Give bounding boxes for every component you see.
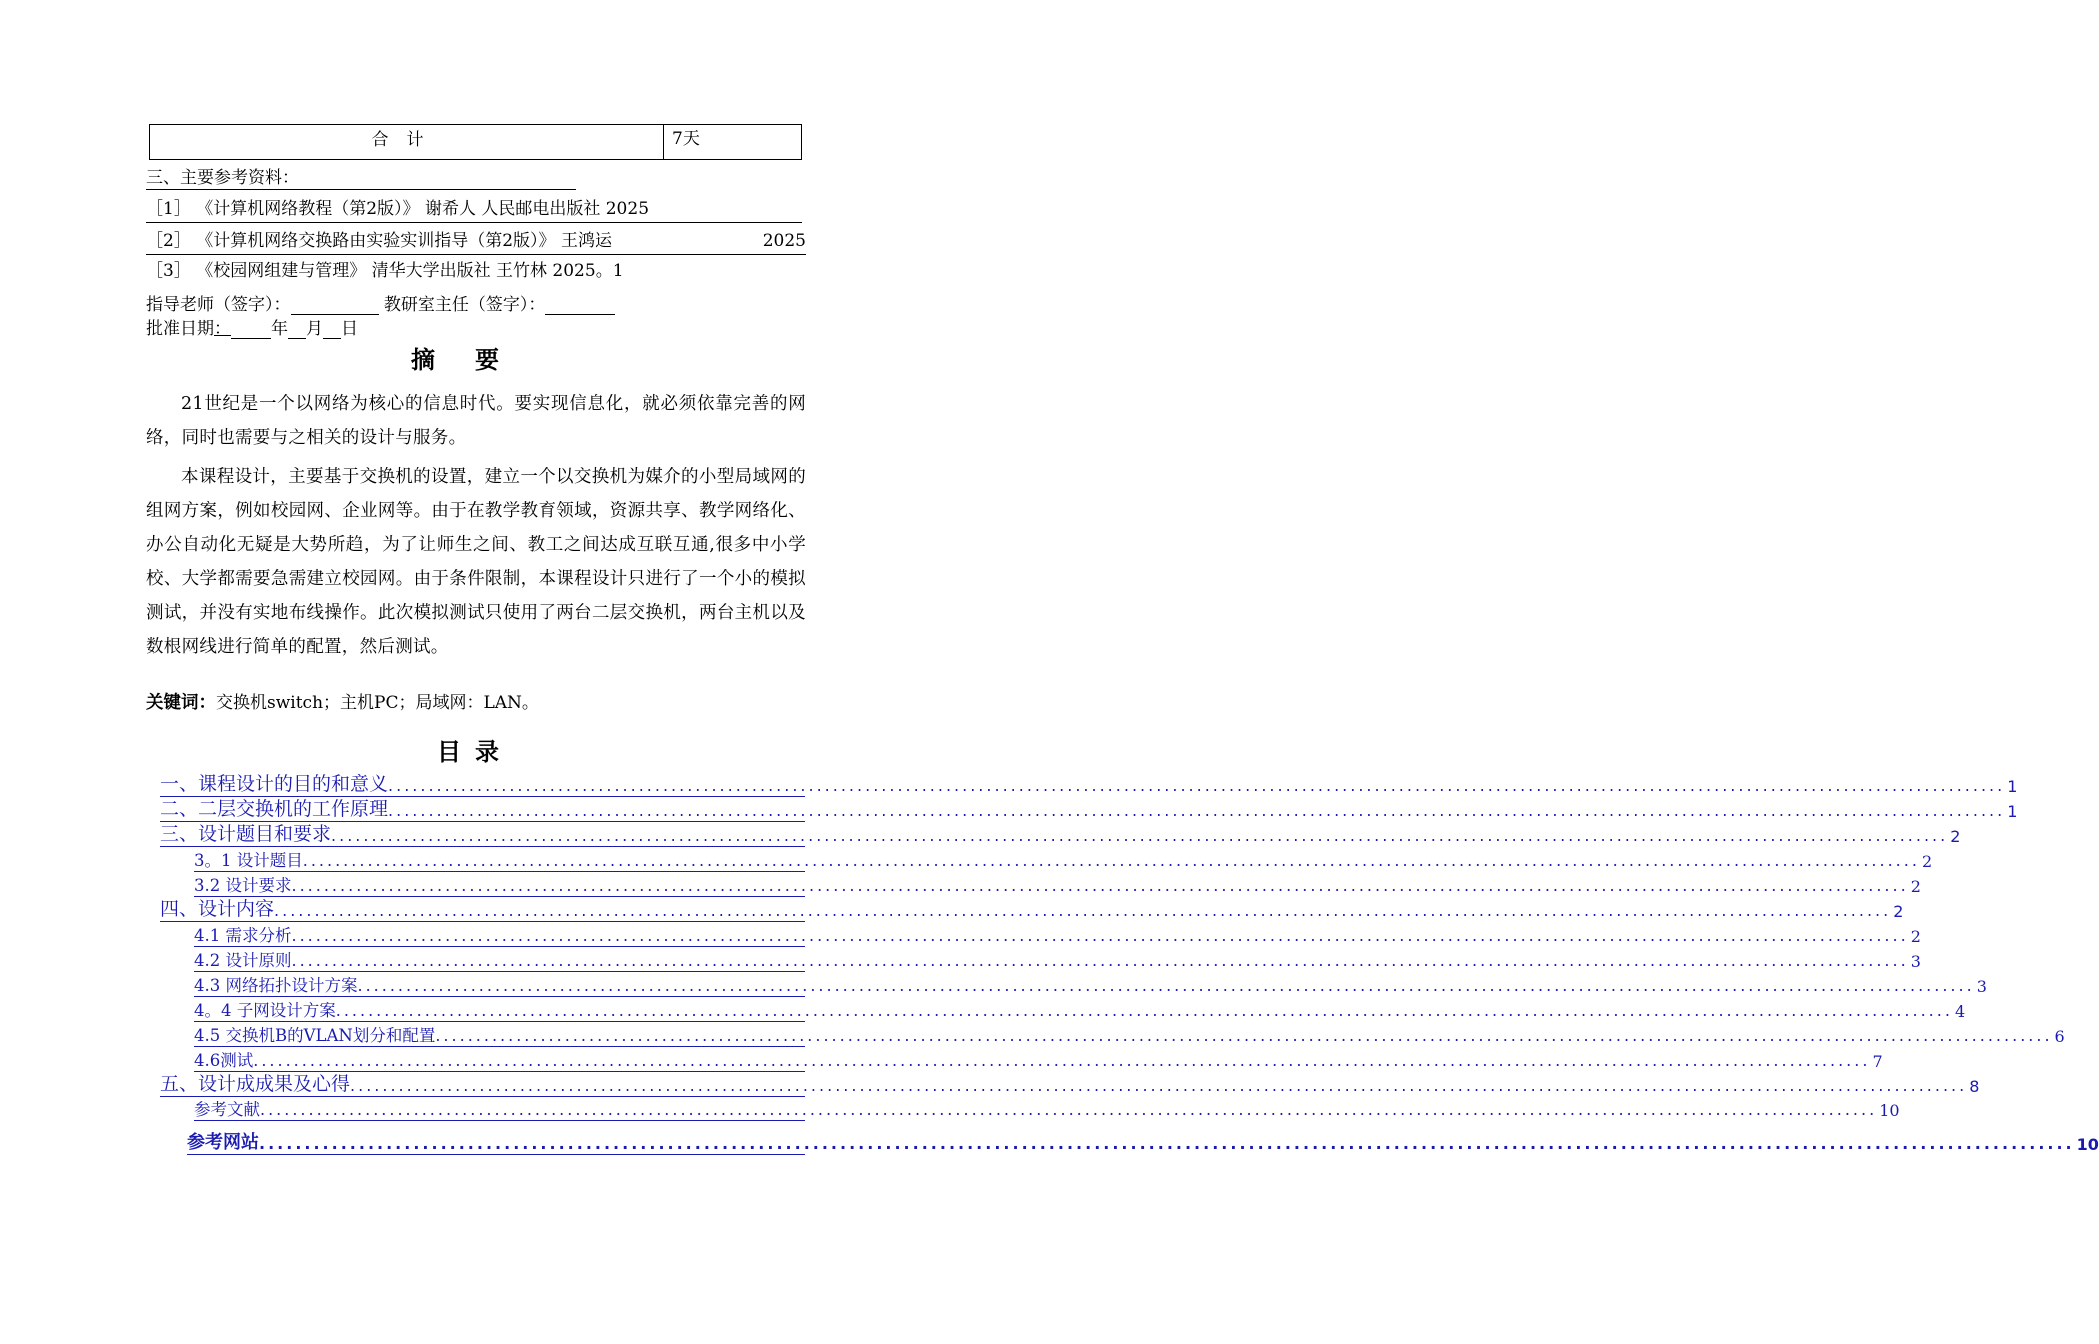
toc-entry-number: 一、 <box>160 773 199 795</box>
keywords-text: 交换机switch；主机PC；局域网：LAN。 <box>216 693 539 713</box>
toc-entry-page: 7 <box>1872 1052 1883 1071</box>
abstract-paragraph-1: 21世纪是一个以网络为核心的信息时代。要实现信息化，就必须依靠完善的网络，同时也需要与之相关的设计与服务。 <box>146 394 806 448</box>
toc-title: 目录 <box>437 738 513 766</box>
keywords-label: 关键词： <box>146 693 216 713</box>
toc-entry-page: 3 <box>1976 977 1987 996</box>
toc-entry-label: 设计成成果及心得 <box>198 1073 351 1095</box>
toc-entry[interactable] <box>194 972 1987 997</box>
toc-leader-dots: ........................................................................................................................................................................................................ <box>291 876 1909 895</box>
toc-entry-number: 四、 <box>160 898 199 920</box>
toc-entry[interactable] <box>194 1022 2065 1047</box>
total-label: 合计 <box>150 125 664 159</box>
toc-leader-dots: ........................................................................................................................................................................................................ <box>388 801 2006 820</box>
signature-line <box>146 290 615 315</box>
toc-leader-dots: ........................................................................................................................................................................................................ <box>357 976 1975 995</box>
toc-entry-number: 二、 <box>160 798 199 820</box>
total-table <box>149 124 802 160</box>
toc-entry-label: 设计题目和要求 <box>198 823 332 845</box>
director-label: 教研室主任（签字）： <box>383 295 546 315</box>
references-heading <box>146 163 576 190</box>
reference-2-text: ［2］ 《计算机网络交换路由实验实训指导（第2版）》 王鸿运 <box>146 231 612 251</box>
toc-entry[interactable] <box>160 822 1961 847</box>
toc-leader-dots: ........................................................................................................................................................................................................ <box>291 951 1909 970</box>
toc-entry-page: 2 <box>1910 877 1921 896</box>
toc-leader-dots: ........................................................................................................................................................................................................ <box>259 1134 2075 1153</box>
toc-entry-label: 二层交换机的工作原理 <box>198 798 389 820</box>
toc-entry[interactable] <box>194 847 1933 872</box>
toc-entry-label: 课程设计的目的和意义 <box>198 773 389 795</box>
toc-entry-number: 五、 <box>160 1073 199 1095</box>
toc-entry-label: 3。1 设计题目 <box>194 851 303 870</box>
reference-1-text: ［1］ 《计算机网络教程（第2版）》 谢希人 人民邮电出版社 2025 <box>146 199 650 219</box>
toc-entry[interactable] <box>194 872 1921 897</box>
toc-entry-page: 10 <box>2076 1135 2099 1154</box>
toc-leader-dots: ........................................................................................................................................................................................................ <box>253 1051 1871 1070</box>
toc-entry-label: 4.2 设计原则 <box>194 951 292 970</box>
abstract-title: 摘要 <box>411 346 539 374</box>
toc-entry-page: 8 <box>1969 1077 1980 1096</box>
toc-entry-label: 3.2 设计要求 <box>194 876 292 895</box>
reference-2 <box>146 230 806 255</box>
toc-entry-page: 1 <box>2007 777 2018 796</box>
toc-entry-page: 2 <box>1921 852 1933 871</box>
toc-entry-label: 4.6测试 <box>194 1051 254 1070</box>
reference-3-text: ［3］ 《校园网组建与管理》 清华大学出版社 王竹林 2025。1 <box>146 261 624 281</box>
total-value: 7天 <box>672 129 700 149</box>
toc-entry-label: 4.1 需求分析 <box>194 926 292 945</box>
reference-2-year: 2025 <box>762 231 806 251</box>
toc-leader-dots: ........................................................................................................................................................................................................ <box>302 851 1920 870</box>
toc-leader-dots: ........................................................................................................................................................................................................ <box>260 1100 1878 1119</box>
toc-leader-dots: ........................................................................................................................................................................................................ <box>335 1001 1953 1020</box>
toc-entry-page: 10 <box>1879 1101 1900 1120</box>
toc-entry[interactable] <box>194 947 1921 972</box>
toc-entry-label: 4。4 子网设计方案 <box>194 1001 336 1020</box>
reference-1 <box>146 198 802 223</box>
approval-date-line: 批准日期： 年 月 日 <box>146 319 358 339</box>
toc-entry-page: 2 <box>1910 927 1921 946</box>
reference-3 <box>146 260 686 284</box>
references-heading-text: 三、主要参考资料： <box>146 163 576 190</box>
abstract-paragraph-2: 本课程设计，主要基于交换机的设置，建立一个以交换机为媒介的小型局域网的组网方案，例如校园网、企业网等。由于在教学教育领域，资源共享、教学网络化、办公自动化无疑是大势所趋，为了让师生之间、教工之间达成互联互通,很多中小学校、大学都需要急需建立校园网。由于条件限制，本课程设计只进行了一个小的模拟测试，并没有实地布线操作。此次模拟测试只使用了两台二层交换机，两台主机以及数根网线进行简单的配置，然后测试。 <box>146 467 806 657</box>
toc-leader-dots: ........................................................................................................................................................................................................ <box>274 901 1892 920</box>
toc-entry-page: 4 <box>1954 1002 1966 1021</box>
toc-leader-dots: ........................................................................................................................................................................................................ <box>435 1026 2053 1045</box>
date-label: 批准日期 <box>146 319 214 339</box>
toc-entry-label: 设计内容 <box>198 898 275 920</box>
toc-entry-page: 1 <box>2007 802 2018 821</box>
director-blank <box>545 296 615 315</box>
toc-entry-label: 参考文献 <box>194 1100 260 1119</box>
toc-leader-dots: ........................................................................................................................................................................................................ <box>331 826 1949 845</box>
toc-entry[interactable] <box>160 1072 1980 1097</box>
toc-entry-page: 2 <box>1950 827 1961 846</box>
toc-entry-page: 6 <box>2054 1027 2065 1046</box>
toc-entry-number: 三、 <box>160 823 199 845</box>
toc-entry[interactable] <box>194 1096 1900 1121</box>
toc-leader-dots: ........................................................................................................................................................................................................ <box>291 926 1909 945</box>
toc-entry[interactable] <box>194 922 1921 947</box>
toc-entry-label: 4.3 网络拓扑设计方案 <box>194 976 358 995</box>
toc-entry[interactable] <box>160 897 1904 922</box>
toc-entry[interactable] <box>194 997 1966 1022</box>
toc-entry-label: 参考网站 <box>187 1132 259 1153</box>
toc-entry-label: 4.5 交换机B的VLAN划分和配置 <box>194 1026 436 1045</box>
toc-entry-page: 3 <box>1910 952 1921 971</box>
advisor-blank <box>291 296 379 315</box>
keywords-line <box>146 688 539 714</box>
toc-entry[interactable] <box>187 1130 2099 1155</box>
toc-entry-page: 2 <box>1893 902 1904 921</box>
toc-leader-dots: ........................................................................................................................................................................................................ <box>388 776 2006 795</box>
advisor-label: 指导老师（签字）： <box>146 295 291 315</box>
toc-leader-dots: ........................................................................................................................................................................................................ <box>350 1076 1968 1095</box>
